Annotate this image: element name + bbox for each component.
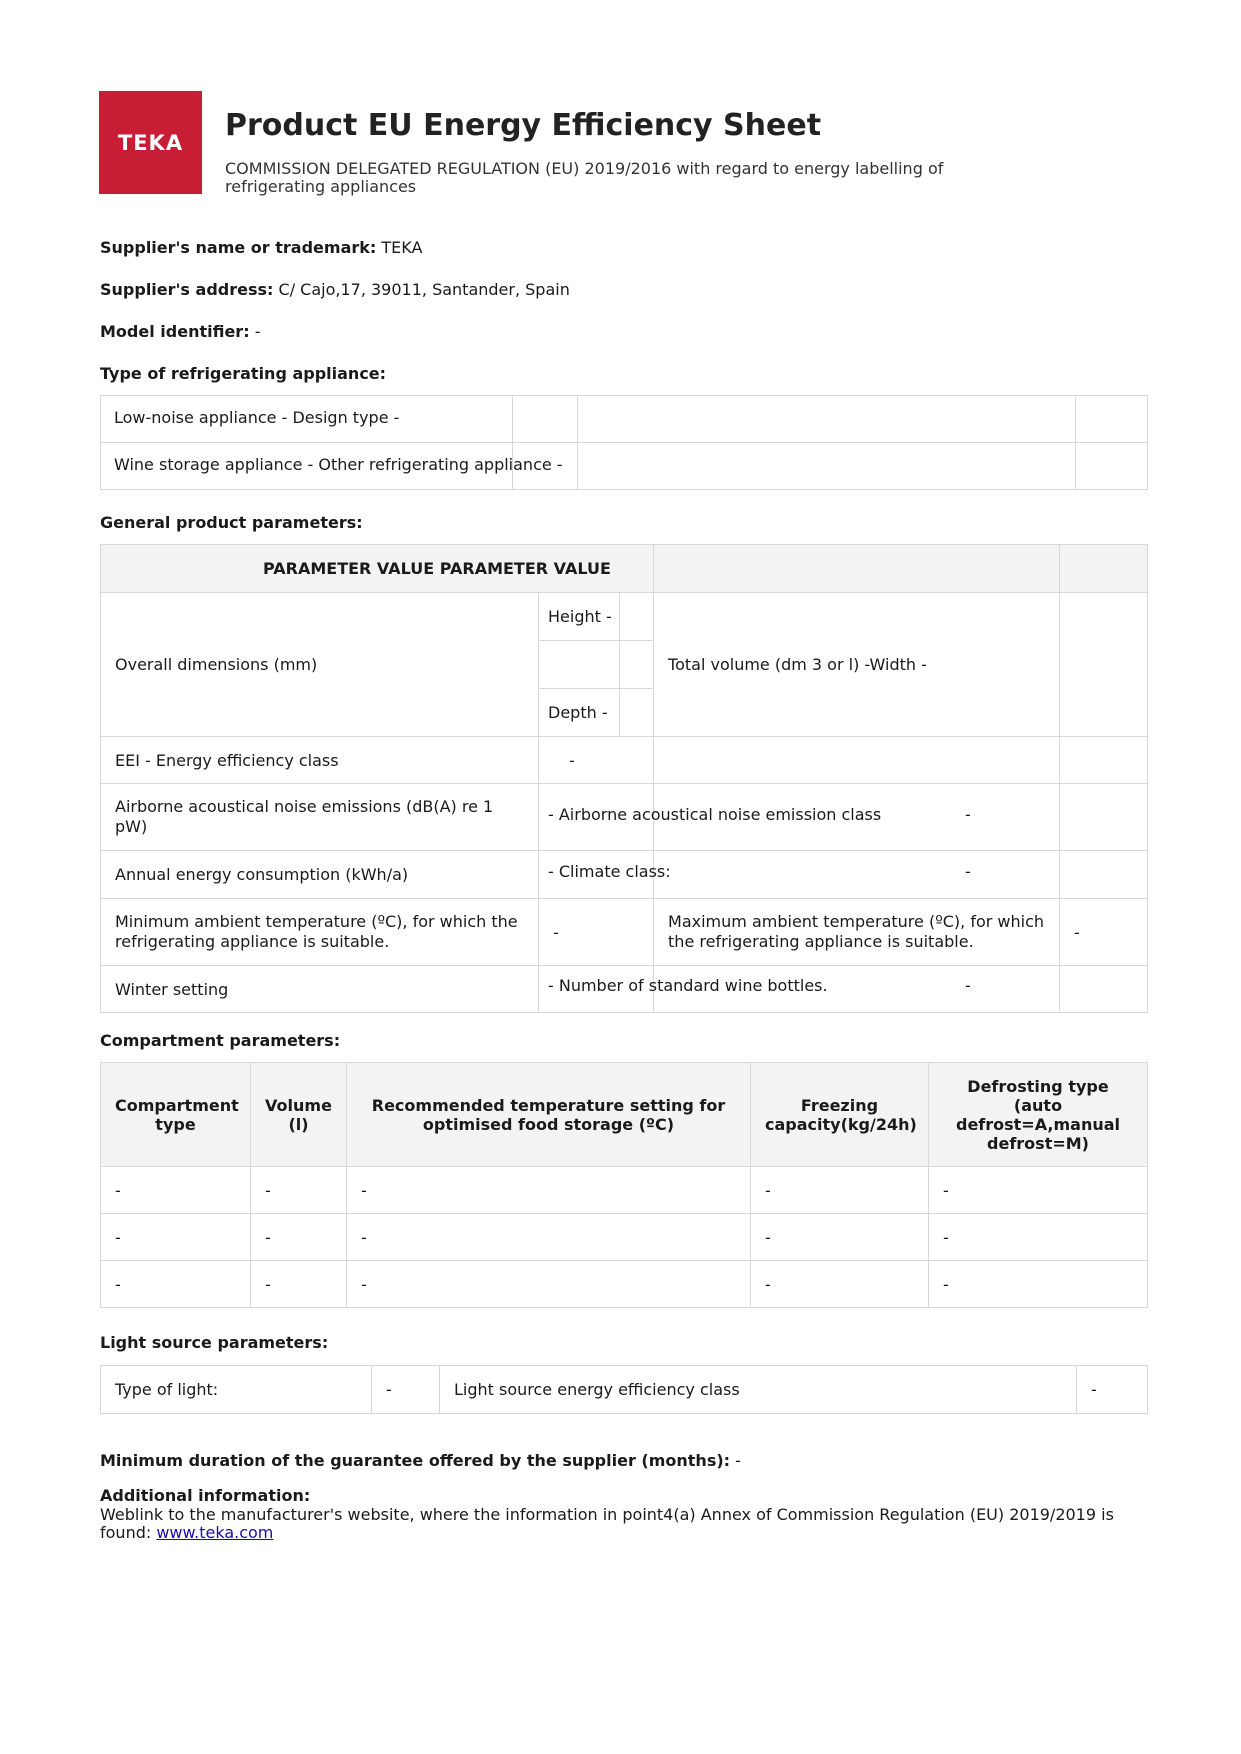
page-title: Product EU Energy Efficiency Sheet xyxy=(225,108,822,143)
type-section-title: Type of refrigerating appliance: xyxy=(100,364,387,383)
light-type-value: - xyxy=(372,1366,440,1414)
teka-website-link[interactable]: www.teka.com xyxy=(156,1523,274,1542)
eei-label: EEI - Energy efficiency class xyxy=(101,737,539,784)
table-row xyxy=(101,1261,1148,1308)
supplier-address-label: Supplier's address: xyxy=(100,280,274,299)
additional-info-body: Weblink to the manufacturer's website, where the information in point4(a) Annex of Commission Regulation (EU) 2019/2019 is found: xyxy=(100,1505,1114,1542)
page-subtitle: COMMISSION DELEGATED REGULATION (EU) 2019/2016 with regard to energy labelling of refrigerating appliances xyxy=(225,159,944,196)
noise-blank xyxy=(1060,784,1148,851)
guarantee-line xyxy=(100,1451,741,1470)
general-section-title: General product parameters: xyxy=(100,513,363,532)
compartment-cell: - xyxy=(101,1167,251,1214)
supplier-name-line xyxy=(100,238,422,257)
climate-value: - xyxy=(965,862,971,881)
table-row xyxy=(101,1167,1148,1214)
compartment-cell: - xyxy=(251,1261,347,1308)
general-header-cell xyxy=(654,545,1060,593)
guarantee-value: - xyxy=(735,1451,741,1470)
compartment-header: Defrosting type (auto defrost=A,manual defrost=M) xyxy=(929,1063,1148,1167)
bottles-blank xyxy=(1060,966,1148,1013)
climate-blank xyxy=(1060,851,1148,899)
table-row xyxy=(101,1214,1148,1261)
compartment-cell: - xyxy=(347,1214,751,1261)
compartment-cell: - xyxy=(347,1167,751,1214)
model-identifier-value: - xyxy=(254,322,261,341)
noise-label: Airborne acoustical noise emissions (dB(A) re 1 pW) xyxy=(101,784,539,851)
table-row xyxy=(101,545,1148,593)
table-row xyxy=(101,1366,1148,1414)
compartment-cell: - xyxy=(251,1167,347,1214)
light-class-value: - xyxy=(1077,1366,1148,1414)
type-row-2-text: Wine storage appliance - Other refrigerating appliance - xyxy=(114,455,563,474)
depth-text: Depth - xyxy=(548,703,608,722)
compartment-header: Compartment type xyxy=(101,1063,251,1167)
supplier-name-value: TEKA xyxy=(381,238,423,257)
max-temp-label: Maximum ambient temperature (ºC), for which the refrigerating appliance is suitable. xyxy=(654,899,1060,966)
annual-energy-label: Annual energy consumption (kWh/a) xyxy=(101,851,539,899)
additional-info-text xyxy=(100,1506,1140,1542)
compartment-header: Volume (l) xyxy=(251,1063,347,1167)
light-type-label: Type of light: xyxy=(101,1366,372,1414)
noise-class-text: - Airborne acoustical noise emission class xyxy=(548,805,882,824)
compartment-cell: - xyxy=(347,1261,751,1308)
dimension-blank xyxy=(620,641,654,689)
light-section-title: Light source parameters: xyxy=(100,1333,329,1352)
min-temp-label: Minimum ambient temperature (ºC), for which the refrigerating appliance is suitable. xyxy=(101,899,539,966)
bottles-text: - Number of standard wine bottles. xyxy=(548,976,828,995)
eei-blank xyxy=(1060,737,1148,784)
min-temp-value: - xyxy=(539,899,654,966)
noise-class-value: - xyxy=(965,805,971,824)
winter-setting-label: Winter setting xyxy=(101,966,539,1013)
compartment-cell: - xyxy=(751,1261,929,1308)
light-table xyxy=(100,1365,1148,1414)
table-row xyxy=(101,1063,1148,1167)
type-cell xyxy=(1076,443,1148,490)
general-header-text: PARAMETER VALUE PARAMETER VALUE xyxy=(263,559,611,578)
eei-value: - xyxy=(539,737,654,784)
logo-text: TEKA xyxy=(117,130,184,155)
depth-spacer xyxy=(620,689,654,737)
compartment-cell: - xyxy=(929,1261,1148,1308)
dimension-blank xyxy=(539,641,620,689)
table-row xyxy=(101,593,1148,641)
compartment-cell: - xyxy=(101,1261,251,1308)
supplier-address-value: C/ Cajo,17, 39011, Santander, Spain xyxy=(278,280,570,299)
compartment-cell: - xyxy=(251,1214,347,1261)
type-cell xyxy=(513,396,578,443)
compartment-cell: - xyxy=(751,1167,929,1214)
compartment-cell: - xyxy=(929,1214,1148,1261)
guarantee-label: Minimum duration of the guarantee offered by the supplier (months): xyxy=(100,1451,731,1470)
height-spacer xyxy=(620,593,654,641)
table-row xyxy=(101,737,1148,784)
climate-text: - Climate class: xyxy=(548,862,671,881)
table-row xyxy=(101,899,1148,966)
model-identifier-line xyxy=(100,322,260,341)
supplier-name-label: Supplier's name or trademark: xyxy=(100,238,377,257)
total-volume-label: Total volume (dm 3 or l) -Width - xyxy=(654,593,1060,737)
compartment-section-title: Compartment parameters: xyxy=(100,1031,341,1050)
compartment-header: Freezing capacity(kg/24h) xyxy=(751,1063,929,1167)
general-table xyxy=(100,544,1148,1013)
type-cell xyxy=(578,443,1076,490)
model-identifier-label: Model identifier: xyxy=(100,322,250,341)
climate-cell xyxy=(654,851,1060,899)
total-volume-value xyxy=(1060,593,1148,737)
max-temp-value: - xyxy=(1060,899,1148,966)
type-row-1-text: Low-noise appliance - Design type - xyxy=(114,408,400,427)
type-cell xyxy=(1076,396,1148,443)
light-class-label: Light source energy efficiency class xyxy=(440,1366,1077,1414)
bottles-value: - xyxy=(965,976,971,995)
general-header-cell xyxy=(1060,545,1148,593)
overall-dimensions-label: Overall dimensions (mm) xyxy=(101,593,539,737)
height-text: Height - xyxy=(548,607,612,626)
additional-info-title: Additional information: xyxy=(100,1486,311,1505)
teka-logo xyxy=(99,91,202,194)
compartment-header: Recommended temperature setting for optimised food storage (ºC) xyxy=(347,1063,751,1167)
compartment-cell: - xyxy=(751,1214,929,1261)
compartment-table xyxy=(100,1062,1148,1308)
compartment-cell: - xyxy=(929,1167,1148,1214)
supplier-address-line xyxy=(100,280,570,299)
type-cell xyxy=(578,396,1076,443)
eei-blank xyxy=(654,737,1060,784)
compartment-cell: - xyxy=(101,1214,251,1261)
